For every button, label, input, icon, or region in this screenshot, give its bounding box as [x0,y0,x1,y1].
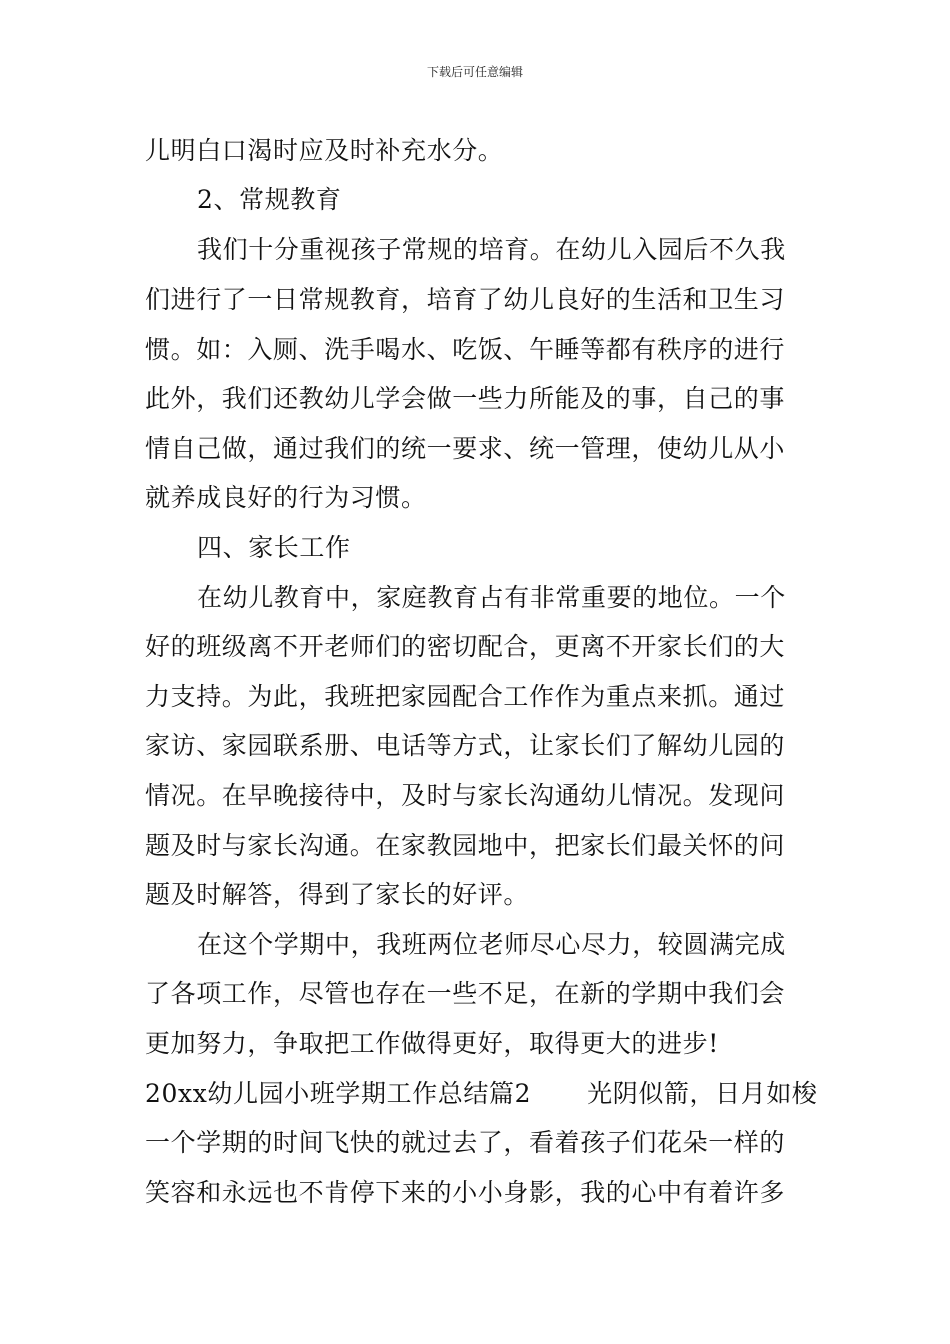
text-line: 题及时与家长沟通。在家教园地中，把家长们最关怀的问 [145,831,786,860]
article-first-text: 光阴似箭，日月如梭 [587,1079,818,1108]
text-line: 儿明白口渴时应及时补充水分。 [145,136,504,165]
text-line: 家访、家园联系册、电话等方式，让家长们了解幼儿园的 [145,731,786,760]
text-line: 题及时解答，得到了家长的好评。 [145,880,530,909]
text-line: 惯。如：入厕、洗手喝水、吃饭、午睡等都有秩序的进行 [145,335,786,364]
article-title: 20xx幼儿园小班学期工作总结篇2 [145,1079,532,1108]
article-title-line [145,1077,818,1111]
text-line: 了各项工作，尽管也存在一些不足，在新的学期中我们会 [145,979,786,1008]
section-heading: 2、常规教育 [197,185,342,214]
text-line: 在这个学期中，我班两位老师尽心尽力，较圆满完成 [197,930,786,959]
section-heading: 四、家长工作 [197,533,351,562]
page-header: 下载后可任意编辑 [426,65,523,79]
text-line: 我们十分重视孩子常规的培育。在幼儿入园后不久我 [197,235,786,264]
text-line: 就养成良好的行为习惯。 [145,483,427,512]
text-line: 情况。在早晚接待中，及时与家长沟通幼儿情况。发现问 [145,781,786,810]
text-line: 笑容和永远也不肯停下来的小小身影，我的心中有着许多 [145,1178,786,1207]
text-line: 此外，我们还教幼儿学会做一些力所能及的事，自己的事 [145,384,786,413]
text-line: 在幼儿教育中，家庭教育占有非常重要的地位。一个 [197,583,786,612]
text-line: 们进行了一日常规教育，培育了幼儿良好的生活和卫生习 [145,285,786,314]
text-line: 好的班级离不开老师们的密切配合，更离不开家长们的大 [145,632,786,661]
text-line: 力支持。为此，我班把家园配合工作作为重点来抓。通过 [145,682,786,711]
text-line: 情自己做，通过我们的统一要求、统一管理，使幼儿从小 [145,434,786,463]
text-line: 一个学期的时间飞快的就过去了，看着孩子们花朵一样的 [145,1128,786,1157]
text-line: 更加努力，争取把工作做得更好，取得更大的进步! [145,1029,719,1058]
